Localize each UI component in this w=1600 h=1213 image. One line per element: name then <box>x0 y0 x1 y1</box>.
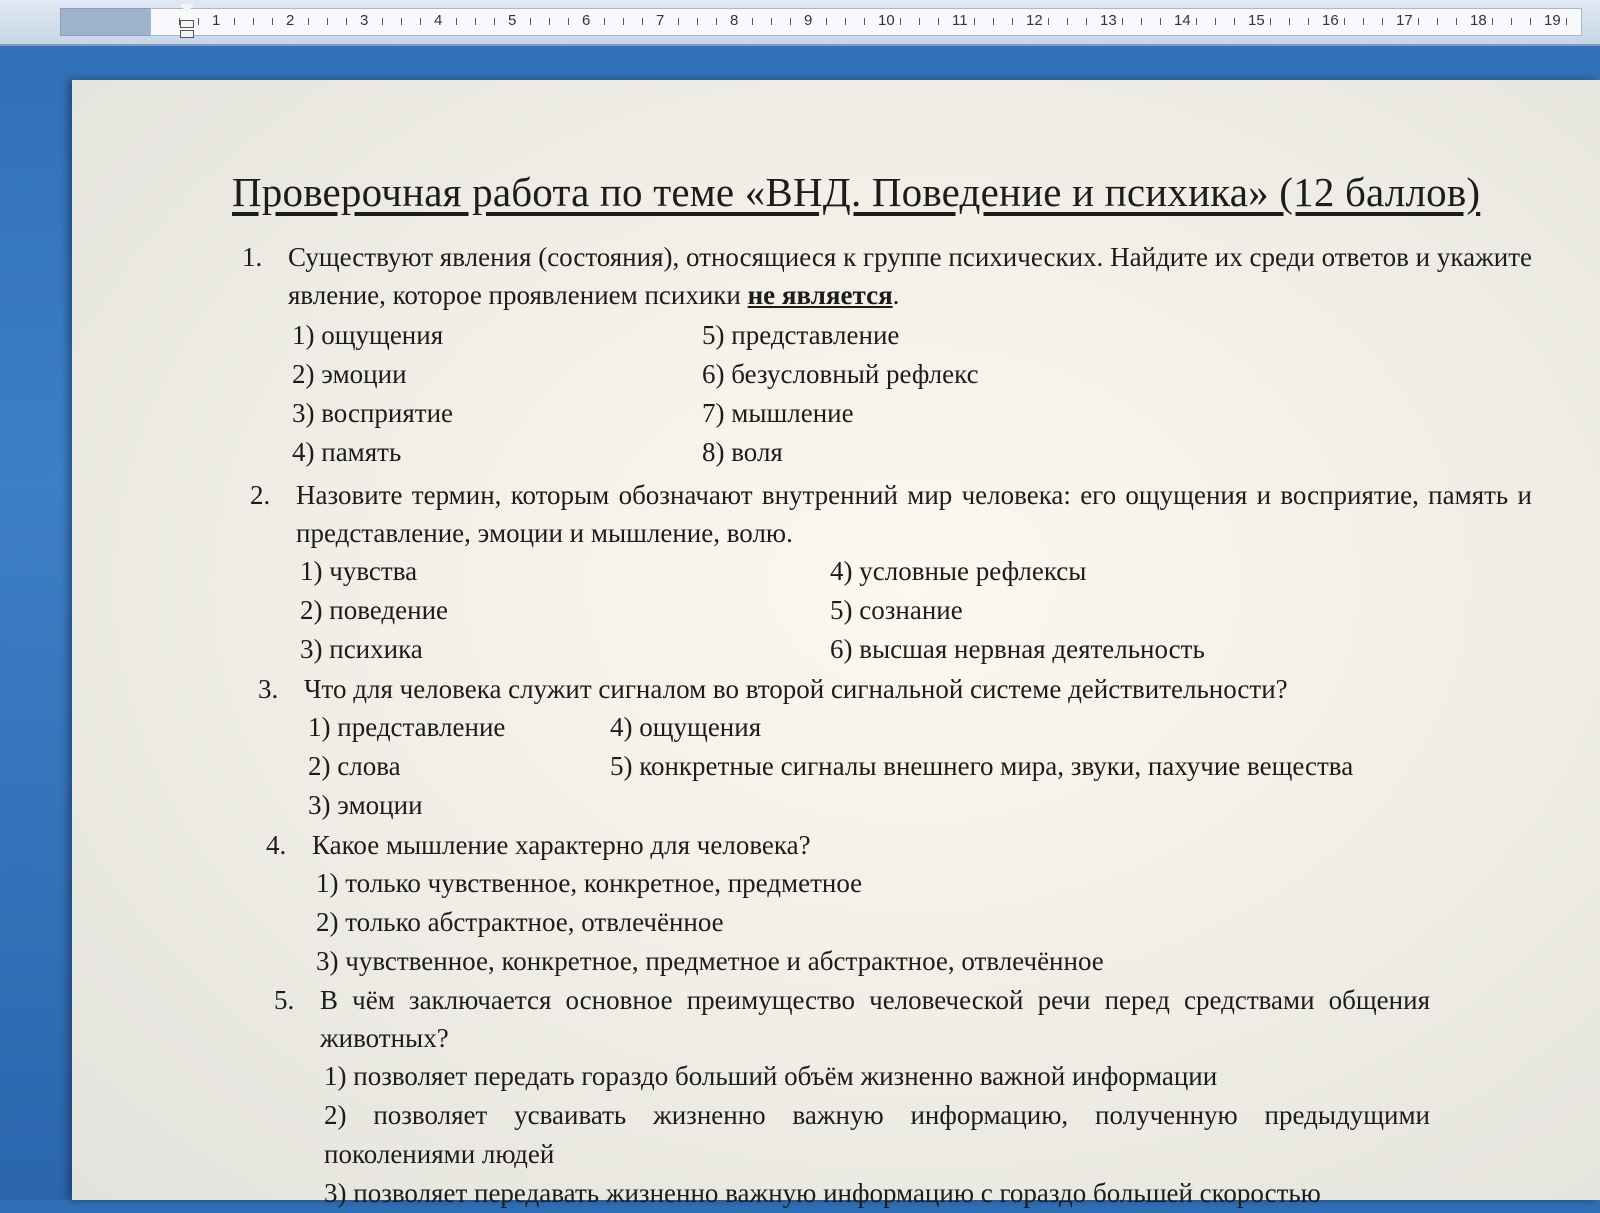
emphasis-text: не является <box>747 280 893 310</box>
ruler-tick <box>1012 18 1013 25</box>
ruler-tick <box>716 18 717 25</box>
ruler-number: 3 <box>360 12 369 29</box>
option: 5) конкретные сигналы внешнего мира, звуки, пахучие вещества <box>610 751 1354 781</box>
question-number: 2. <box>250 480 271 510</box>
ruler-tick <box>327 18 328 25</box>
ruler-number: 17 <box>1396 12 1413 29</box>
ruler-tick <box>864 18 865 25</box>
ruler-tick <box>382 18 383 25</box>
ruler-tick <box>253 18 254 25</box>
ruler-tick <box>771 18 772 25</box>
question-text: Назовите термин, которым обозначают внутренний мир человека: его ощущения и восприятие, память и представление, эмоции и мышление, волю. <box>296 480 1532 548</box>
question-1 <box>242 238 1532 314</box>
ruler-tick <box>752 18 753 25</box>
ruler-number: 4 <box>434 12 443 29</box>
ruler-tick <box>456 18 457 25</box>
ruler-tick <box>1067 18 1068 25</box>
document-title: Проверочная работа по теме «ВНД. Поведение и психика» (12 баллов) <box>232 169 1481 215</box>
ruler-tick <box>1160 18 1161 25</box>
option: 1) только чувственное, конкретное, предметное <box>316 868 863 898</box>
question-5-options <box>324 1057 1430 1213</box>
ruler-tick <box>1492 18 1493 25</box>
ruler-tick <box>568 18 569 25</box>
indent-marker-icon[interactable] <box>180 4 194 40</box>
ruler-tick <box>1048 18 1049 25</box>
question-4-options <box>316 864 1532 981</box>
ruler-number: 8 <box>730 12 739 29</box>
option: 6) безусловный рефлекс <box>702 359 979 389</box>
ruler-number: 16 <box>1322 12 1339 29</box>
ruler-tick <box>475 18 476 25</box>
ruler-tick <box>272 18 273 25</box>
option: 1) позволяет передать гораздо больший объём жизненно важной информации <box>324 1061 1218 1091</box>
option: 1) ощущения <box>292 320 444 350</box>
ruler-number: 9 <box>804 12 813 29</box>
ruler-tick <box>1289 18 1290 25</box>
ruler-tick <box>826 18 827 25</box>
question-number: 4. <box>266 830 287 860</box>
ruler-tick <box>494 18 495 25</box>
ruler-number: 2 <box>286 12 295 29</box>
ruler-tick <box>1308 18 1309 25</box>
question-text: Какое мышление характерно для человека? <box>312 830 811 860</box>
ruler-tick <box>919 18 920 25</box>
option: 8) воля <box>702 437 783 467</box>
ruler-tick <box>604 18 605 25</box>
ruler-number: 15 <box>1248 12 1265 29</box>
option: 1) чувства <box>300 556 418 586</box>
option: 3) психика <box>300 634 423 664</box>
ruler-tick <box>900 18 901 25</box>
option: 3) восприятие <box>292 398 454 428</box>
option: 1) представление <box>308 712 506 742</box>
option: 4) ощущения <box>610 712 762 742</box>
option: 2) только абстрактное, отвлечённое <box>316 907 724 937</box>
ruler-tick <box>346 18 347 25</box>
question-3-options <box>308 708 1532 826</box>
ruler-tick <box>1530 18 1531 25</box>
question-number: 1. <box>242 242 263 272</box>
ruler-tick <box>678 18 679 25</box>
question-3 <box>258 670 1532 708</box>
ruler-tick <box>938 18 939 25</box>
ruler-number: 14 <box>1174 12 1191 29</box>
ruler-tick <box>198 18 199 25</box>
option: 2) позволяет усваивать жизненно важную информацию, полученную предыдущими поколениями людей <box>324 1100 1430 1169</box>
ruler-tick <box>1122 18 1123 25</box>
ruler-tick <box>1382 18 1383 25</box>
ruler-tick <box>623 18 624 25</box>
ruler-number: 1 <box>212 12 221 29</box>
document-page[interactable] <box>72 80 1600 1208</box>
ruler-tick <box>1196 18 1197 25</box>
ruler-tick <box>308 18 309 25</box>
ruler-tick <box>420 18 421 25</box>
ruler-tick <box>1344 18 1345 25</box>
option: 2) эмоции <box>292 359 407 389</box>
option: 4) память <box>292 437 402 467</box>
ruler-tick <box>1086 18 1087 25</box>
option: 3) позволяет передавать жизненно важную информацию с гораздо большей скоростью <box>324 1178 1321 1208</box>
option: 3) чувственное, конкретное, предметное и абстрактное, отвлечённое <box>316 946 1104 976</box>
ruler-tick <box>530 18 531 25</box>
option: 7) мышление <box>702 398 854 428</box>
ruler-tick <box>1437 18 1438 25</box>
question-text: Существуют явления (состояния), относящиеся к группе психических. Найдите их среди ответов и укажите явление, которое проявлением психики не является. <box>288 242 1532 310</box>
option: 5) сознание <box>830 595 963 625</box>
ruler-number: 6 <box>582 12 591 29</box>
ruler-number: 12 <box>1026 12 1043 29</box>
option: 5) представление <box>702 320 900 350</box>
option: 4) условные рефлексы <box>830 556 1087 586</box>
ruler-number: 13 <box>1100 12 1117 29</box>
ruler-tick <box>1511 18 1512 25</box>
ruler-tick <box>1456 18 1457 25</box>
question-number: 3. <box>258 674 279 704</box>
option: 3) эмоции <box>308 790 423 820</box>
ruler-number: 10 <box>878 12 895 29</box>
ruler-tick <box>1566 18 1567 25</box>
option: 2) слова <box>308 751 401 781</box>
question-text: В чём заключается основное преимущество человеческой речи перед средствами общения животных? <box>320 985 1430 1053</box>
ruler-tick <box>549 18 550 25</box>
ruler-number: 5 <box>508 12 517 29</box>
ruler-number: 11 <box>952 12 968 29</box>
ruler-tick <box>993 18 994 25</box>
ruler-number: 19 <box>1544 12 1561 29</box>
ruler-tick <box>1363 18 1364 25</box>
question-text: Что для человека служит сигналом во второй сигнальной системе действительности? <box>304 674 1288 704</box>
option: 2) поведение <box>300 595 449 625</box>
question-4 <box>266 826 1532 864</box>
question-2-options <box>300 552 1532 670</box>
ruler-tick <box>1141 18 1142 25</box>
question-number: 5. <box>274 985 295 1015</box>
ruler-number: 18 <box>1470 12 1487 29</box>
ruler-tick <box>401 18 402 25</box>
ruler-tick <box>697 18 698 25</box>
question-1-options <box>292 316 1532 476</box>
option: 6) высшая нервная деятельность <box>830 634 1205 664</box>
horizontal-ruler[interactable] <box>0 0 1600 46</box>
ruler-tick <box>1234 18 1235 25</box>
ruler-left-margin <box>60 8 152 36</box>
ruler-number: 7 <box>656 12 665 29</box>
ruler-tick <box>642 18 643 25</box>
ruler-tick <box>179 18 180 25</box>
question-2 <box>250 476 1532 552</box>
ruler-tick <box>790 18 791 25</box>
ruler-tick <box>845 18 846 25</box>
question-5 <box>274 981 1430 1057</box>
ruler-tick <box>234 18 235 25</box>
ruler-tick <box>1215 18 1216 25</box>
ruler-tick <box>1270 18 1271 25</box>
ruler-tick <box>1418 18 1419 25</box>
document-body <box>232 168 1532 1213</box>
ruler-tick <box>974 18 975 25</box>
